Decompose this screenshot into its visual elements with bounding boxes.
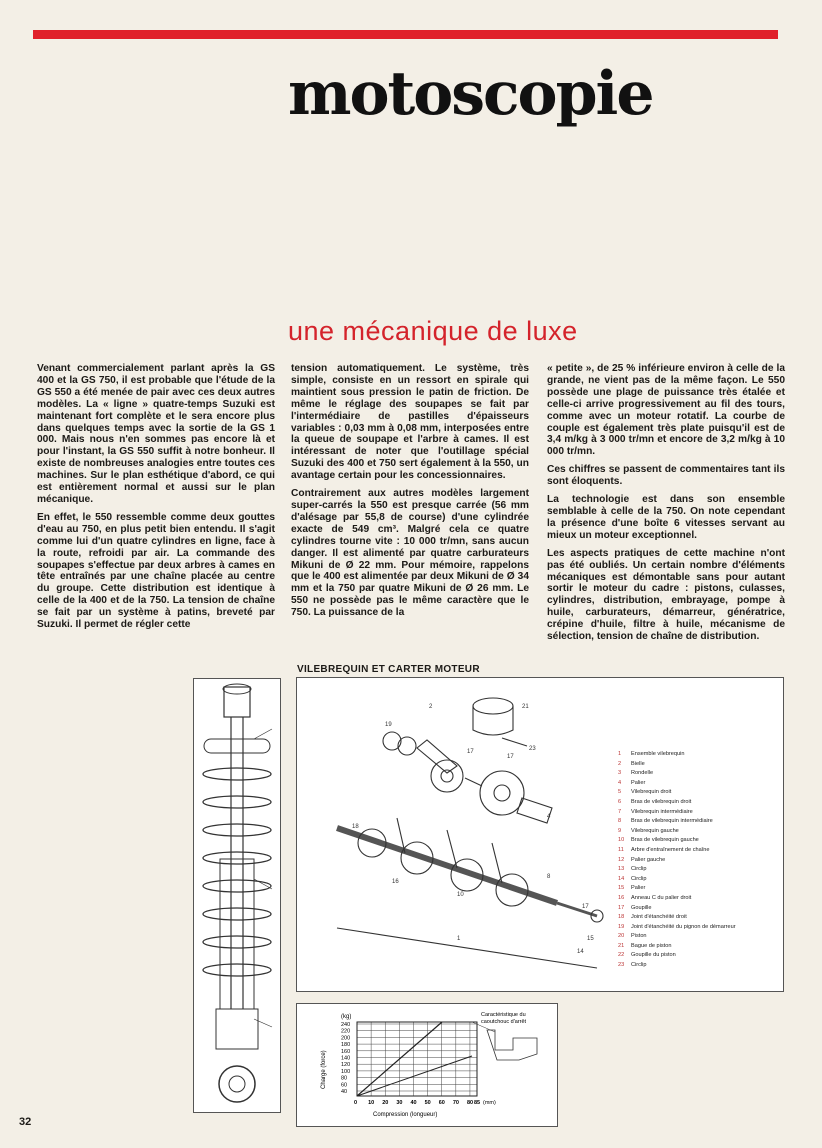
paragraph: « petite », de 25 % inférieure environ à celle de la grande, ne vient pas de la même façon. Le 550 possède une plage de puissance très étalée et celle-ci arrive progressivement au fil des tours, comme avec un moteur rotatif. La courbe de couple est également très plate puisqu'il est de 3,4 m/kg à 3 000 tr/mn et encore de 3,2 m/kg à 10 000 tr/mn. — [547, 363, 785, 458]
legend-number: 17 — [618, 904, 625, 911]
legend-number: 2 — [618, 760, 622, 767]
legend-label: Bras de vilebrequin droit — [631, 798, 692, 805]
legend-item — [618, 808, 778, 818]
svg-text:4: 4 — [547, 814, 551, 820]
svg-text:15: 15 — [587, 936, 594, 942]
legend-number: 14 — [618, 875, 625, 882]
x-unit-label: (mm) — [483, 1100, 496, 1106]
svg-text:17: 17 — [467, 749, 474, 755]
paragraph: Les aspects pratiques de cette machine n'ont pas été oubliés. Un certain nombre d'éléments mécaniques est démontable sans pour autant sortir le moteur du cadre : pistons, culasses, cylindres, distribution, embrayage, pompe à huile, carburateurs, démarreur, génératrice, crépine d'huile, filtre à huile, mécanisme de sélection, tension de chaîne de distribution. — [547, 547, 785, 643]
curve-annotation: Caractéristique du caoutchouc d'arrêt — [481, 1012, 527, 1025]
legend-item — [618, 769, 778, 779]
x-tick-label: 85 — [474, 1100, 481, 1106]
legend-number: 13 — [618, 866, 625, 873]
svg-text:2: 2 — [429, 704, 433, 710]
paragraph: tension automatiquement. Le système, très simple, consiste en un ressort en spirale qui maintient sous pression le patin de friction. De même le réglage des soupapes se fait par l'intermédiaire de pastilles d'épaisseurs variables : 0,03 mm à 0,08 mm, interposées entre la queue de soupape et l'arbre à cames. Il est intéressant de noter que l'outillage spécial Suzuki des 400 et 750 sert également à la 550, un avantage certain pour les concessionnaires. — [291, 363, 529, 482]
legend-number: 7 — [618, 808, 622, 815]
legend-number: 12 — [618, 856, 625, 863]
legend-item — [618, 894, 778, 904]
svg-text:23: 23 — [529, 746, 536, 752]
legend-label: Goupille — [631, 904, 652, 911]
svg-text:1: 1 — [457, 936, 461, 942]
y-tick-label: 60 — [341, 1082, 348, 1089]
shock-absorber-illustration — [193, 678, 281, 1113]
legend-number: 15 — [618, 885, 625, 892]
legend-number: 5 — [618, 789, 622, 796]
legend-label: Bras de vilebrequin gauche — [631, 837, 699, 844]
x-axis-label: Compression (longueur) — [373, 1112, 438, 1118]
page-number: 32 — [19, 1116, 32, 1128]
article-column-3 — [547, 363, 785, 649]
article-column-2 — [291, 363, 529, 625]
legend-label: Joint d'étanchéité du pignon de démarreur — [631, 923, 736, 930]
legend-item — [618, 951, 778, 961]
legend-label: Bague de piston — [631, 942, 672, 949]
x-tick-label: 60 — [438, 1100, 445, 1106]
legend-number: 18 — [618, 914, 625, 921]
legend-item — [618, 884, 778, 894]
legend-number: 11 — [618, 846, 624, 853]
legend-label: Anneau C du palier droit — [631, 894, 692, 901]
y-tick-label: 160 — [341, 1048, 351, 1055]
svg-text:16: 16 — [392, 879, 399, 885]
y-axis-label: Charge (force) — [321, 1050, 327, 1089]
legend-item — [618, 817, 778, 827]
x-tick-label: 80 — [466, 1100, 474, 1106]
legend-label: Palier — [631, 885, 646, 892]
svg-text:17: 17 — [507, 754, 514, 760]
graph-drawing — [297, 1004, 557, 1126]
legend-item — [618, 836, 778, 846]
legend-number: 20 — [618, 933, 625, 940]
masthead: motoscopie — [288, 59, 653, 129]
svg-text:18: 18 — [352, 824, 359, 830]
legend-item — [618, 827, 778, 837]
x-tick-label: 40 — [410, 1100, 417, 1106]
legend-item — [618, 788, 778, 798]
legend-number: 8 — [618, 818, 622, 825]
legend-item — [618, 760, 778, 770]
legend-label: Circlip — [631, 875, 647, 882]
legend-item — [618, 932, 778, 942]
crankshaft-exploded-view — [296, 677, 784, 992]
legend-item — [618, 798, 778, 808]
legend-label: Palier — [631, 779, 646, 786]
legend-number: 9 — [618, 827, 622, 834]
y-tick-label: 180 — [341, 1042, 351, 1049]
legend-label: Bielle — [631, 760, 645, 767]
x-tick-label: 20 — [382, 1100, 389, 1106]
svg-text:21: 21 — [522, 704, 529, 710]
legend-item — [618, 856, 778, 866]
y-tick-label: 80 — [341, 1075, 348, 1082]
legend-label: Palier gauche — [631, 856, 666, 863]
paragraph: Ces chiffres se passent de commentaires tant ils sont éloquents. — [547, 464, 785, 488]
legend-item — [618, 942, 778, 952]
legend-label: Bras de vilebrequin intermédiaire — [631, 818, 713, 825]
rubber-stop-sketch — [487, 1030, 537, 1060]
svg-text:10: 10 — [457, 892, 464, 898]
paragraph: La technologie est dans son ensemble semblable à celle de la 750. On note cependant la présence d'une boîte 6 vitesses servant au mieux un moteur exceptionnel. — [547, 494, 785, 541]
svg-text:8: 8 — [547, 874, 551, 880]
y-tick-label: 120 — [341, 1062, 351, 1069]
article-subtitle: une mécanique de luxe — [288, 316, 578, 346]
legend-item — [618, 846, 778, 856]
x-tick-label: 0 — [354, 1100, 358, 1106]
legend-number: 21 — [618, 942, 625, 949]
legend-label: Rondelle — [631, 770, 654, 777]
legend-item — [618, 750, 778, 760]
legend-number: 1 — [618, 751, 622, 757]
y-tick-label: 140 — [341, 1055, 351, 1062]
y-tick-label: 240 — [341, 1022, 351, 1028]
legend-label: Joint d'étanchéité droit — [631, 914, 687, 921]
svg-text:14: 14 — [577, 949, 584, 955]
paragraph: Contrairement aux autres modèles largement super-carrés la 550 est presque carrée (56 mm d'alésage par 55,8 de course) d'une cylindrée exacte de 549 cm³. Malgré cela ce quatre cylindres tourne vite : 10 000 tr/mn, sans aucun danger. Il est alimenté par quatre carburateurs Mikuni de Ø 22 mm. Pour mémoire, rappelons que le 400 est alimentée par deux Mikuni de Ø 34 mm et la 750 par quatre Mikuni de Ø 26 mm. Le 550 ne possède pas le même caractère que le 750. La puissance de la — [291, 488, 529, 619]
y-tick-label: 200 — [341, 1035, 351, 1042]
characteristic-curve-2 — [357, 1056, 472, 1096]
legend-number: 6 — [618, 798, 622, 805]
plot-frame — [357, 1022, 477, 1096]
x-tick-label: 10 — [368, 1100, 375, 1106]
legend-label: Circlip — [631, 962, 647, 969]
legend-item — [618, 779, 778, 789]
shock-absorber-drawing — [194, 679, 280, 1112]
legend-item — [618, 913, 778, 923]
legend-item — [618, 865, 778, 875]
legend-item — [618, 904, 778, 914]
legend-label: Arbre d'entraînement de chaîne — [631, 846, 710, 853]
y-tick-label: 100 — [341, 1068, 351, 1075]
legend-number: 4 — [618, 779, 622, 786]
legend-label: Goupille du piston — [631, 952, 676, 959]
legend-label: Piston — [631, 933, 647, 940]
x-tick-label: 70 — [452, 1100, 459, 1106]
legend-number: 3 — [618, 770, 622, 777]
paragraph: En effet, le 550 ressemble comme deux gouttes d'eau au 750, en plus petit bien entendu. Il s'agit comme lui d'un quatre cylindres en ligne, face à la route, refroidi par air. La commande des soupapes s'effectue par deux arbres à cames en tête entraînés par une chaîne placée au centre du groupe. Cette distribution est identique à celle de la 400 et de la 750. La tension de chaîne se fait par un système à patins, breveté par Suzuki. Il permet de régler cette — [37, 511, 275, 631]
parts-legend — [618, 750, 778, 971]
y-tick-label: 220 — [341, 1028, 351, 1035]
legend-label: Ensemble vilebrequin — [631, 751, 685, 757]
y-unit-label: (kg) — [341, 1014, 352, 1020]
legend-item — [618, 923, 778, 933]
x-tick-label: 30 — [396, 1100, 403, 1106]
legend-label: Vilebrequin droit — [631, 789, 672, 796]
figure-title: VILEBREQUIN ET CARTER MOTEUR — [297, 664, 480, 675]
legend-number: 10 — [618, 837, 625, 844]
legend-number: 16 — [618, 894, 625, 901]
rubber-stop-characteristic-graph — [296, 1003, 558, 1127]
legend-label: Vilebrequin intermédiaire — [631, 808, 693, 815]
x-tick-label: 50 — [424, 1100, 431, 1106]
article-column-1 — [37, 363, 275, 637]
legend-item — [618, 961, 778, 971]
svg-text:19: 19 — [385, 722, 392, 728]
top-red-rule — [33, 30, 778, 39]
legend-number: 19 — [618, 923, 625, 930]
paragraph: Venant commercialement parlant après la GS 400 et la GS 750, il est probable que l'étude de la GS 550 a été menée de pair avec ces deux autres modèles. La « ligne » quatre-temps Suzuki est maintenant fort complète et le sera encore plus dans quelques temps avec la sortie de la GS 1 000. Mais nous n'en sommes pas encore là et pour l'instant, la GS 550 suffit à notre bonheur. Il existe de nombreuses analogies entre toutes ces machines. Sur le plan esthétique d'abord, ce qui est entièrement normal et aussi sur le plan mécanique. — [37, 363, 275, 505]
y-tick-label: 40 — [341, 1089, 348, 1095]
legend-number: 23 — [618, 962, 625, 969]
legend-label: Vilebrequin gauche — [631, 827, 679, 834]
legend-label: Circlip — [631, 866, 647, 873]
legend-item — [618, 875, 778, 885]
legend-number: 22 — [618, 952, 625, 959]
svg-text:17: 17 — [582, 904, 589, 910]
